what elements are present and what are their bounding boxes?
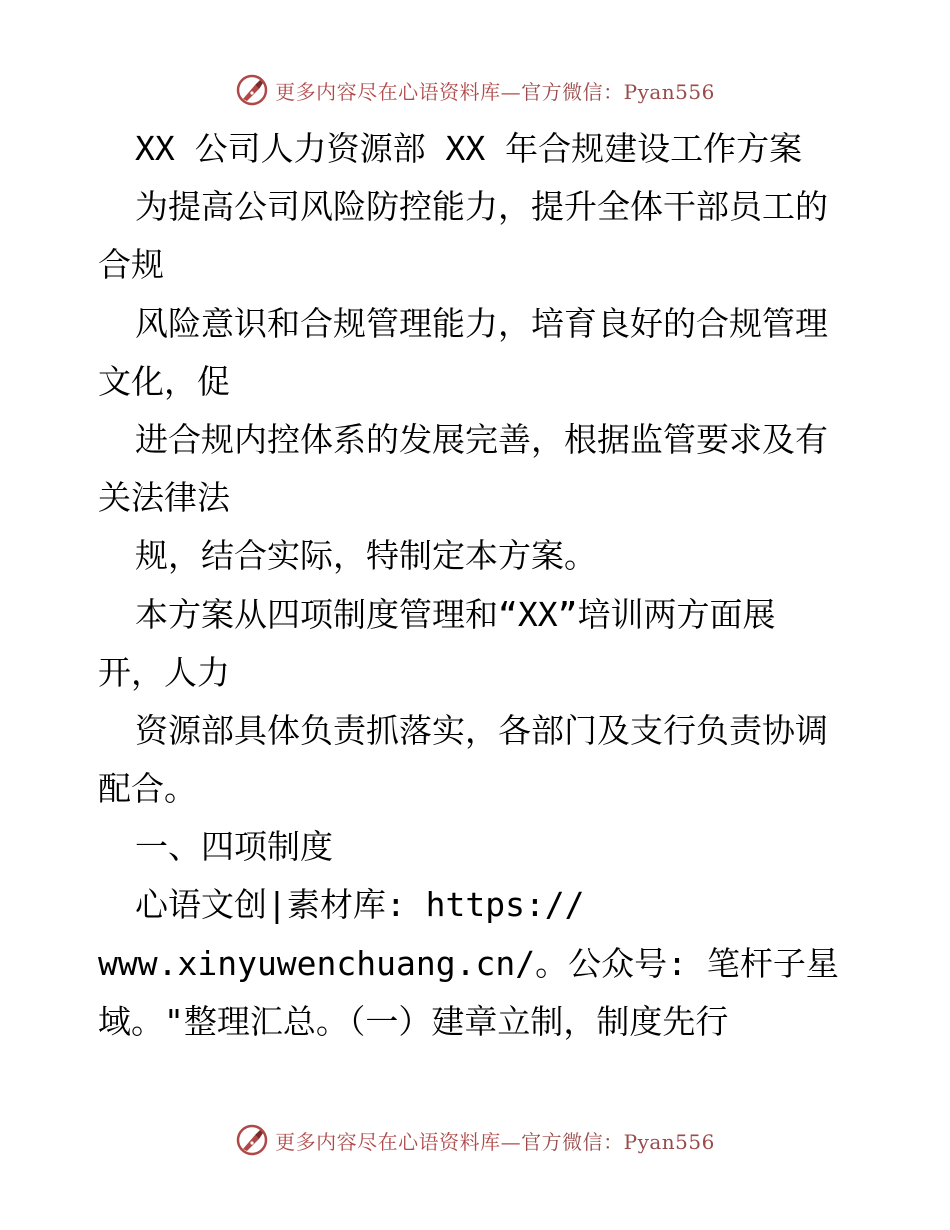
section-heading: 一、四项制度 — [135, 827, 333, 867]
paragraph-line: 配合。 — [98, 769, 197, 809]
paragraph-line: 合规 — [98, 245, 164, 285]
watermark-wechat-text: 官方微信：Pyan556 — [521, 1129, 715, 1154]
paragraph-line: 关法律法 — [98, 478, 230, 518]
pen-nib-logo-icon — [235, 73, 269, 107]
watermark-text — [275, 76, 715, 105]
paragraph-line: 开，人力 — [98, 652, 230, 692]
paragraph-line: 为提高公司风险防控能力，提升全体干部员工的 — [135, 187, 828, 227]
paragraph-line: www.xinyuwenchuang.cn/。公众号: 笔杆子星 — [98, 943, 839, 983]
paragraph-line: 心语文创|素材库: https:// — [135, 885, 585, 925]
watermark-main-text: 更多内容尽在心语资料库— — [275, 79, 522, 104]
paragraph-line: 本方案从四项制度管理和“XX”培训两方面展 — [135, 594, 776, 634]
paragraph-line: 域。"整理汇总。（一）建章立制，制度先行 — [98, 1001, 729, 1041]
paragraph-line: 资源部具体负责抓落实，各部门及支行负责协调 — [135, 710, 828, 750]
watermark-wechat-text: 官方微信：Pyan556 — [521, 79, 715, 104]
watermark-main-text: 更多内容尽在心语资料库— — [275, 1129, 522, 1154]
paragraph-line: 风险意识和合规管理能力，培育良好的合规管理 — [135, 303, 828, 343]
paragraph-line: 文化，促 — [98, 361, 230, 401]
pen-nib-logo-icon — [235, 1123, 269, 1157]
paragraph-line: 进合规内控体系的发展完善，根据监管要求及有 — [135, 419, 828, 459]
watermark-text — [275, 1126, 715, 1155]
paragraph-line: 规，结合实际，特制定本方案。 — [135, 536, 597, 576]
document-title: XX 公司人力资源部 XX 年合规建设工作方案 — [135, 129, 803, 168]
document-body — [98, 120, 858, 1051]
footer-watermark — [0, 1120, 950, 1160]
header-watermark — [0, 70, 950, 110]
